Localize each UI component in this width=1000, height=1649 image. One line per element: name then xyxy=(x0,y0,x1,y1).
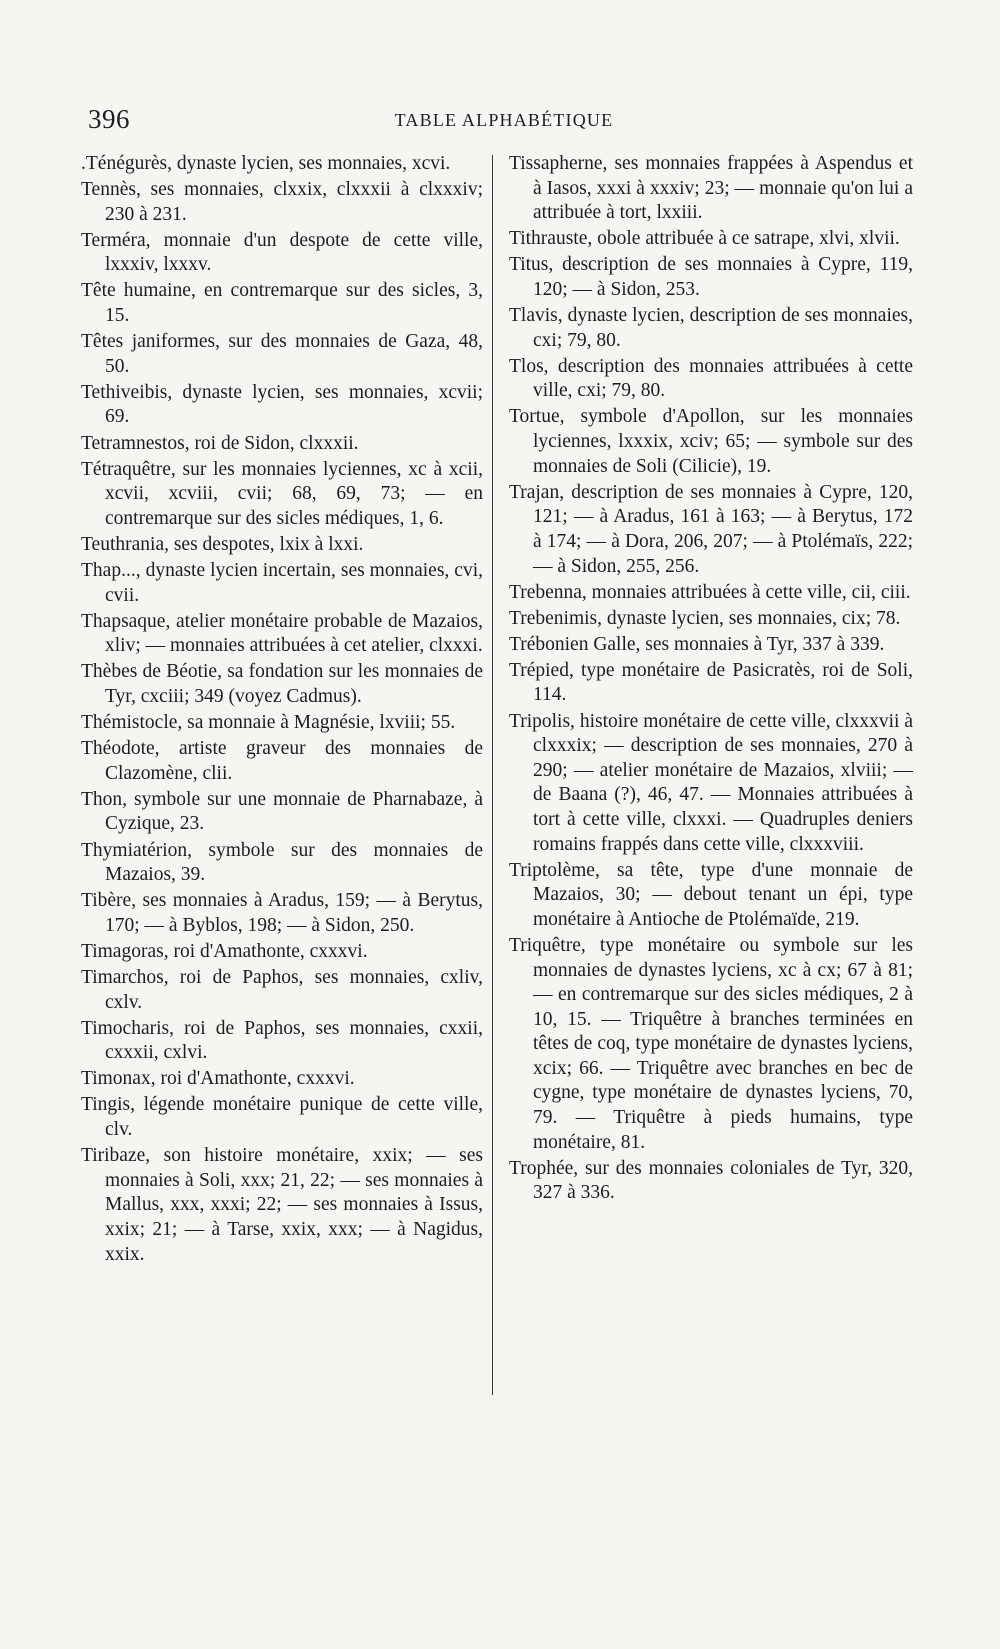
index-entry: Tethiveibis, dynaste lycien, ses monnaies, xcvii; 69. xyxy=(81,381,483,428)
index-entry: Tetramnestos, roi de Sidon, clxxxii. xyxy=(81,432,359,454)
index-entry: Théodote, artiste graveur des monnaies de Clazomène, clii. xyxy=(81,738,483,784)
index-entry: Thon, symbole sur une monnaie de Pharnabaze, à Cyzique, 23. xyxy=(81,788,483,835)
index-entry: Triquêtre, type monétaire ou symbole sur les monnaies de dynastes lyciens, xc à cx; 67 à 81; — en contremarque sur des sicles médiques, 2 à 10, 15. — Triquêtre à branches terminées en têtes de coq, type monétaire de dynastes lyciens, xcix; 66. — Triquêtre avec branches en bec de cygne, type monétaire de dynastes lyciens, 70, 79. — Triquêtre à pieds humains, type monétaire, 81. xyxy=(509,934,913,1153)
index-entry: Timarchos, roi de Paphos, ses monnaies, cxliv, cxlv. xyxy=(81,967,483,1013)
index-entry: Triptolème, sa tête, type d'une monnaie de Mazaios, 30; — debout tenant un épi, type monétaire à Antioche de Ptolémaïde, 219. xyxy=(509,859,913,930)
index-entry: Trophée, sur des monnaies coloniales de Tyr, 320, 327 à 336. xyxy=(509,1157,913,1204)
index-entry: Tête humaine, en contremarque sur des sicles, 3, 15. xyxy=(81,280,483,327)
column-divider xyxy=(492,155,493,1395)
index-entry: Tiribaze, son histoire monétaire, xxix; — ses monnaies à Soli, xxx; 21, 22; — ses monnaies à Mallus, xxx, xxxi; 22; — ses monnaies à Issus, xxix; 21; — à Tarse, xxix, xxx; — à Nagidus, xxix. xyxy=(81,1145,483,1265)
index-column-left xyxy=(81,152,483,1269)
index-entry: Tennès, ses monnaies, clxxix, clxxxii à clxxxiv; 230 à 231. xyxy=(81,179,483,225)
page-header xyxy=(88,104,920,138)
index-entry: Tétraquêtre, sur les monnaies lyciennes, xc à xcii, xcvii, xcviii, cvii; 68, 69, 73; — en contremarque sur des sicles médiques, 1, 6. xyxy=(81,458,483,529)
index-entry: Titus, description de ses monnaies à Cypre, 119, 120; — à Sidon, 253. xyxy=(509,254,913,300)
index-entry: Thapsaque, atelier monétaire probable de Mazaios, xliv; — monnaies attribuées à cet atelier, clxxxi. xyxy=(81,610,483,657)
index-entry: Têtes janiformes, sur des monnaies de Gaza, 48, 50. xyxy=(81,331,483,377)
index-entry: Timagoras, roi d'Amathonte, cxxxvi. xyxy=(81,940,368,962)
index-entry: Terméra, monnaie d'un despote de cette ville, lxxxiv, lxxxv. xyxy=(81,229,483,276)
index-entry: Trebenimis, dynaste lycien, ses monnaies, cix; 78. xyxy=(509,607,901,629)
index-entry: Tibère, ses monnaies à Aradus, 159; — à Berytus, 170; — à Byblos, 198; — à Sidon, 250. xyxy=(81,890,483,936)
running-title: TABLE ALPHABÉTIQUE xyxy=(394,110,614,130)
index-entry: Tortue, symbole d'Apollon, sur les monnaies lyciennes, lxxxix, xciv; 65; — symbole sur des monnaies de Soli (Cilicie), 19. xyxy=(509,406,913,477)
index-entry: Tripolis, histoire monétaire de cette ville, clxxxvii à clxxxix; — description de ses monnaies, 270 à 290; — atelier monétaire de Mazaios, xlviii; — de Baana (?), 46, 47. — Monnaies attribuées à tort à cette ville, clxxxi. — Quadruples deniers romains frappés dans cette ville, clxxxviii. xyxy=(509,710,913,855)
index-entry: Trépied, type monétaire de Pasicratès, roi de Soli, 114. xyxy=(509,659,913,706)
index-entry: Teuthrania, ses despotes, lxix à lxxi. xyxy=(81,533,364,555)
index-entry: Thémistocle, sa monnaie à Magnésie, lxviii; 55. xyxy=(81,712,456,734)
index-entry: Trébonien Galle, ses monnaies à Tyr, 337 à 339. xyxy=(509,633,885,655)
index-entry: Thèbes de Béotie, sa fondation sur les monnaies de Tyr, cxciii; 349 (voyez Cadmus). xyxy=(81,661,483,707)
index-entry: Timocharis, roi de Paphos, ses monnaies, cxxii, cxxxii, cxlvi. xyxy=(81,1017,483,1064)
index-entry: Tlavis, dynaste lycien, description de ses monnaies, cxi; 79, 80. xyxy=(509,305,913,351)
index-entry: Trajan, description de ses monnaies à Cypre, 120, 121; — à Aradus, 161 à 163; — à Berytus, 172 à 174; — à Dora, 206, 207; — à Ptolémaïs, 222; — à Sidon, 255, 256. xyxy=(509,481,913,577)
page-number: 396 xyxy=(88,104,130,134)
index-entry: Tingis, légende monétaire punique de cette ville, clv. xyxy=(81,1094,483,1141)
index-entry: Tissapherne, ses monnaies frappées à Aspendus et à Iasos, xxxi à xxxiv; 23; — monnaie qu'on lui a attribuée à tort, lxxiii. xyxy=(509,153,913,224)
index-entry: Trebenna, monnaies attribuées à cette ville, cii, ciii. xyxy=(509,581,911,603)
index-entry: .Ténégurès, dynaste lycien, ses monnaies, xcvi. xyxy=(81,153,451,174)
index-entry: Tithrauste, obole attribuée à ce satrape, xlvi, xlvii. xyxy=(509,228,900,250)
index-entry: Thymiatérion, symbole sur des monnaies de Mazaios, 39. xyxy=(81,839,483,886)
index-column-right xyxy=(509,152,913,1207)
index-entry: Tlos, description des monnaies attribuées à cette ville, cxi; 79, 80. xyxy=(509,355,913,402)
index-entry: Thap..., dynaste lycien incertain, ses monnaies, cvi, cvii. xyxy=(81,560,483,606)
index-entry: Timonax, roi d'Amathonte, cxxxvi. xyxy=(81,1068,355,1090)
